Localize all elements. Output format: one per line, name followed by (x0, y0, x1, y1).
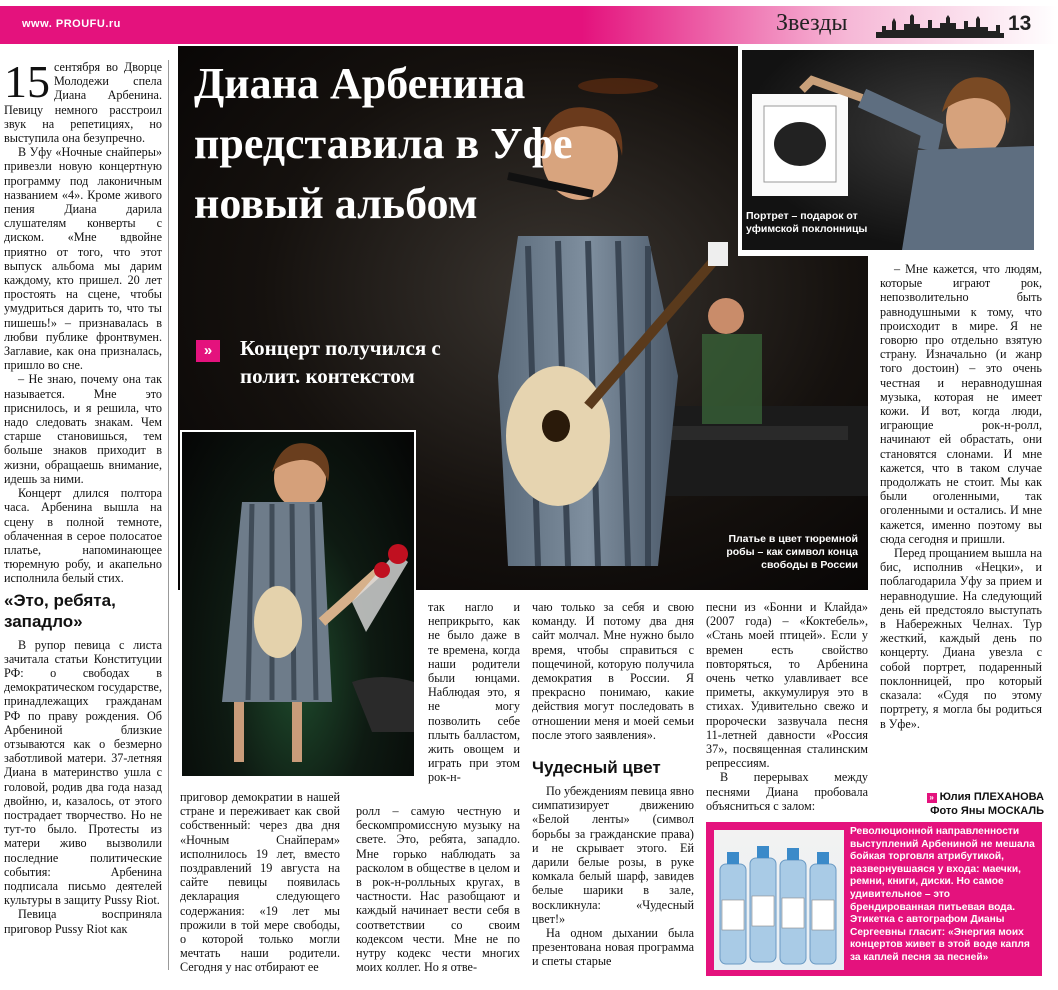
col1-body (4, 145, 162, 585)
col1b-body (4, 638, 162, 936)
site-url[interactable]: www. PROUFU.ru (22, 18, 121, 30)
deck-marker-icon: » (196, 340, 220, 362)
rubric-title: Звезды (776, 10, 848, 36)
lead-text: сентября во Дворце Молодежи спела Диана Арбенина. Певицу немного расстроил звук на репетициях, но выступила она безупречно. (4, 60, 162, 146)
column-4 (532, 600, 694, 980)
column-divider (168, 60, 169, 970)
subhead-2: Чудесный цвет (532, 758, 661, 778)
paragraph: В рупор певица с листа зачитала статьи Конституции РФ: о свободах в демократическом государстве, принадлежащих гражданам РФ по праву рождения. Об Арбениной близкие отзываются как о безмерно заботливой матери. 37-летняя Диана в материнство ушла с головой, родив два года назад двойню, и, казалось, от этого пострадает творчество. Но не тут-то было. Протесты из матери живо вызволили последние политические события: Арбенина подписала письмо деятелей культуры в защиту Pussy Riot. (4, 637, 162, 908)
page-number: 13 (1008, 12, 1032, 35)
photographer-name: Фото Яны МОСКАЛЬ (930, 805, 1044, 817)
paragraph: чаю только за себя и свою команду. И потому два дня сайт молчал. Мне нужно было время, чтобы справиться с пощечиной, которую получила демократия в России. Я прекрасно понимаю, какие действия могут последовать в отношении меня и моей семьи после этого заявления». (532, 600, 694, 742)
column-5 (706, 600, 868, 814)
water-bottles-photo (714, 830, 844, 970)
paragraph: – Мне кажется, что людям, которые играют рок, непозволительно быть равнодушными к тому, что происходит в мире. Я не говорю про отдельно взятую страну. Изначально (и жанр того достоин) – это очень честная и неравнодушная музыка, которая не имеет кожи. И вот, когда люди, играющие рок-н-ролл, начинают ей обрастать, они становятся слонами. И мне кажется, что в таком случае продолжать не стоит. Мы как были оголенными, так оголенными и остались. И мне кажется, именно поэтому вы сюда сегодня и пришли. (880, 262, 1042, 546)
paragraph: Концерт длился полтора часа. Арбенина вышла на сцену в полной темноте, облаченная в серое полосатое платье, напоминающее тюремную робу, и акапельно исполнила белый стих. (4, 486, 162, 586)
paragraph: – Не знаю, почему она так называется. Мне это приснилось, и я решила, что надо следовать знакам. Чем старше становишься, тем больше знаков приходит в жизни, обращаешь внимание, идешь за ними. (4, 372, 162, 486)
caption-portrait-photo: Портрет – подарок от уфимской поклонницы (746, 210, 868, 235)
city-skyline-icon (876, 12, 1004, 38)
sidebar-text: Революционной направленности выступлений Арбениной не мешала бойкая торговля атрибутикой, развернувшаяся у входа: маечки, ремни, книги, диски. Но самое удивительное – это брендированная питьевая вода. Этикетка с автографом Дианы Сергеевны гласит: «Энергия моих концертов живет в этой воде капля за каплей песня за песней» (850, 826, 1035, 963)
roses-photo (182, 432, 414, 776)
bottles-figure (714, 830, 844, 970)
deck: Концерт получился с полит. контекстом (240, 336, 441, 388)
column-3-bottom (356, 804, 520, 980)
paragraph: Перед прощанием вышла на бис, исполнив «Нецки», и поблагодарила Уфу за прием и неравнодушие. На следующий день ей предстояло выступать в Набережных Челнах. Тур жесткий, каждый день по концерту. Диана увезла с собой портрет, подаренный поклонницей, про который сказала: «Судя по этому портрету, я могла бы родиться в Уфе». (880, 546, 1042, 731)
paragraph: На одном дыхании была презентована новая программа и спеты старые (532, 926, 694, 969)
paragraph: В Уфу «Ночные снайперы» привезли новую концертную программу под лаконичным названием «4». Кроме живого пения Диана дарила слушателям конверты с диском. «Мне вдвойне приятно от того, что этот выпуск альбома мы дарим каждому, кто пришел. 20 лет простоять на сцене, чтобы умудриться дарить то, что ты пишешь!» – признавалась в любви публике фронтвумен. Заглавие, как она призналась, пришло во сне. (4, 145, 162, 373)
roses-figure (182, 432, 414, 776)
paragraph: В перерывах между песнями Диана пробовала объясниться с залом: (706, 770, 868, 813)
column-6 (880, 262, 1042, 788)
column-3-top (428, 600, 520, 800)
byline (840, 790, 1044, 818)
paragraph: Певица восприняла приговор Pussy Riot как (4, 907, 162, 936)
lead-paragraph (4, 60, 162, 145)
author-name: Юлия ПЛЕХАНОВА (939, 791, 1044, 803)
paragraph: По убеждениям певица явно симпатизирует движению «Белой ленты» (символ борьбы за гражданские права) и не скрывает этого. Ей дарили белые розы, в руке комкала белый шарф, завидев белые шарики в зале, воскликнула: «Чудесный цвет!» (532, 784, 694, 926)
column-1 (4, 60, 162, 970)
dropcap-date: 15 (4, 60, 50, 107)
subhead-1: «Это, ребята, западло» (4, 590, 116, 631)
paragraph: так нагло и неприкрыто, как не было даже в те времена, когда наши родители были юнцами. Наблюдая это, я не могу позволить себе плыть балластом, жить овощем и играть при этом рок-н- (428, 600, 520, 785)
byline-marker-icon: » (927, 793, 937, 803)
paragraph: ролл – самую честную и бескомпромиссную музыку на свете. Это, ребята, западло. Мне горько наблюдать за расколом в обществе в целом и в рок-н-ролльных кругах, в частности. Нас разобщают и каждый начинает вести себя в соответствии со своим кодексом чести. Мне не по нутру кодекс чести многих моих коллег. Но я отве- (356, 804, 520, 975)
paragraph: песни из «Бонни и Клайда» (2007 года) – «Коктебель», «Стань моей птицей». Если у времен есть свойство повторяться, то Арбенина очень четко улавливает все приметы, аккумулируя это в стихах. Удивительно свежо и пророчески зазвучала песня 11-летней давности «Россия 37», посвященная сталинским репрессиям. (706, 600, 868, 771)
paragraph: приговор демократии в нашей стране и переживает как свой собственный: через два дня «Ночным Снайперам» исполнилось 19 лет, вместо поздравлений 19 августа на сайте певицы появилась декларация следующего содержания: «19 лет мы прожили в той мере свободы, о которой только могли мечтать наши родители. Сегодня у нас отбирают ее (180, 790, 340, 975)
caption-main-photo: Платье в цвет тюремной робы – как символ конца свободы в России (726, 533, 858, 571)
column-2 (180, 790, 340, 980)
headline: Диана Арбенина представила в Уфе новый альбом (194, 59, 573, 228)
